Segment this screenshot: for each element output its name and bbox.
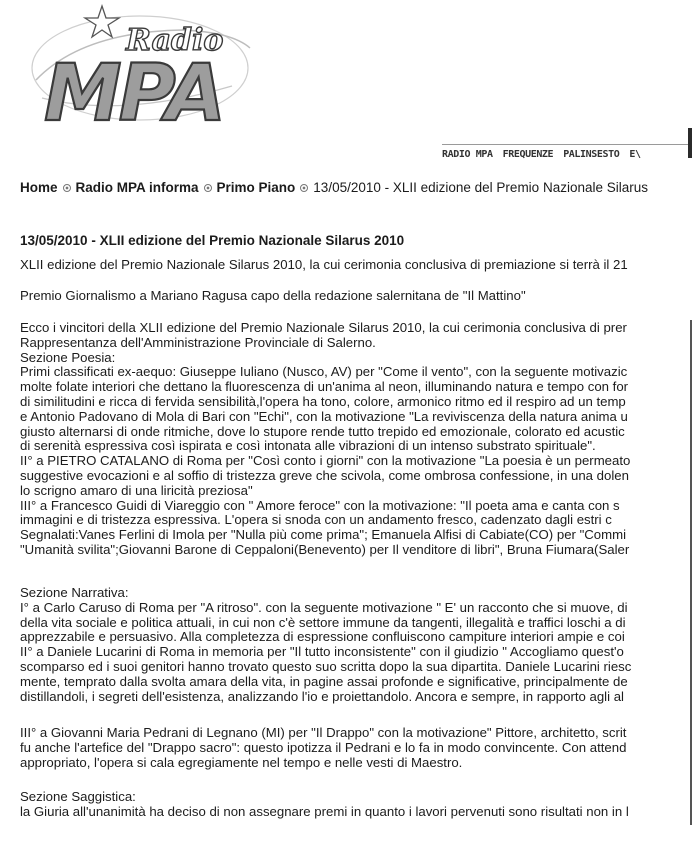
text-line: I° a Carlo Caruso di Roma per "A ritroso". con la seguente motivazione " E' un racconto che si muove, di — [20, 600, 628, 615]
article-narrative-third-place — [20, 726, 692, 770]
text-line: di serenità espressiva così ispirata e così intonata alle vibrazioni di un intenso substrato spirituale". — [20, 439, 596, 454]
article-title: 13/05/2010 - XLII edizione del Premio Nazionale Silarus 2010 — [20, 233, 405, 248]
breadcrumb-radio-mpa-informa[interactable]: Radio MPA informa — [75, 180, 199, 195]
text-line: III° a Giovanni Maria Pedrani di Legnano (MI) per "Il Drappo" con la motivazione" Pittore, architetto, scrit — [20, 726, 627, 740]
text-line: Ecco i vincitori della XLII edizione del Premio Nazionale Silarus 2010, la cui cerimonia conclusiva di prer — [20, 321, 627, 335]
nav-radio-mpa[interactable]: RADIO MPA — [442, 149, 493, 160]
text-line: immagini e di tristezza espressiva. L'opera si snoda con un andamento fresco, cadenzato dagli estri c — [20, 513, 612, 528]
text-line: distillandoli, i segreti dell'esistenza, analizzando l'io e proiettandolo. Ancora e sempre, in rapporto agli al — [20, 689, 624, 704]
breadcrumb — [20, 180, 692, 195]
scrollbar-fragment — [688, 128, 692, 158]
text-line: Segnalati:Vanes Ferlini di Imola per "Nulla più come prima"; Emanuela Alfisi di Cabiate(CO) per "Commi — [20, 528, 627, 543]
text-line: e Antonio Padovano di Mola di Bari con "Echi", con la motivazione "La reviviscenza della natura anima u — [20, 409, 628, 424]
text-line: mente, temprato dalla svolta amara della vita, in pagine assai profonde e significative, principalmente de — [20, 674, 628, 689]
text-line: Sezione Saggistica: — [20, 790, 136, 804]
nav-palinsesto[interactable]: PALINSESTO — [563, 149, 620, 160]
breadcrumb-primo-piano[interactable]: Primo Piano — [216, 180, 296, 195]
article-poetry-section — [20, 321, 692, 558]
text-line: "Umanità svilita";Giovanni Barone di Ceppaloni(Benevento) per Il venditore di libri", Bruna Fiumara(Saler — [20, 542, 630, 557]
breadcrumb-separator-icon — [204, 184, 212, 192]
radio-mpa-logo[interactable] — [22, 2, 262, 130]
text-line: della vita sociale e politica attuali, in cui non c'è settore immune da tangenti, illegalità e traffici loschi a di — [20, 615, 626, 630]
nav-frequenze[interactable]: FREQUENZE — [502, 149, 554, 160]
text-line: Sezione Narrativa: — [20, 586, 129, 600]
text-line: lo scrigno amaro di una liricità preziosa" — [20, 483, 253, 498]
nav-rule — [442, 144, 692, 145]
text-line: scomparso ed i suoi genitori hanno trovato questo suo scritta dopo la sua dipartita. Daniele Lucarini riesc — [20, 659, 632, 674]
article-intro: XLII edizione del Premio Nazionale Silarus 2010, la cui cerimonia conclusiva di premiazione si terrà il 21 — [20, 258, 628, 272]
text-line: appropriato, l'opera si cala egregiamente nel tempo e nelle vesti di Maestro. — [20, 755, 463, 770]
text-line: di similitudini e ricca di fervida sensibilità,l'opera ha tono, colore, armonico ritmo ed il respiro ad un temp — [20, 394, 626, 409]
logo-mpa-word: MPA — [44, 49, 223, 130]
text-line: molte folate interiori che dettano la fluorescenza di un'anima al neon, illuminando natura e tempo con for — [20, 380, 629, 395]
radio-mpa-logo-graphic — [22, 2, 262, 130]
text-line: Primi classificati ex-aequo: Giuseppe Iuliano (Nusco, AV) per "Come il vento", con la seguente motivazic — [20, 365, 628, 380]
article-essay-section — [20, 790, 692, 820]
text-line: Sezione Poesia: — [20, 350, 116, 365]
logo-radio-word: Radio — [126, 23, 224, 58]
article-narrative-section — [20, 586, 692, 704]
breadcrumb-current: 13/05/2010 - XLII edizione del Premio Nazionale Silarus — [313, 180, 648, 195]
text-line: apprezzabile e persuasivo. Alla completezza di espressione confluiscono campiture interiori ampie e coi — [20, 630, 625, 645]
text-line: Rappresentanza dell'Amministrazione Provinciale di Salerno. — [20, 335, 376, 350]
text-line: giusto alternarsi di onde ritmiche, dove lo stupore rende tutto trepido ed emozionale, colorato ed acustic — [20, 424, 625, 439]
text-line: III° a Francesco Guidi di Viareggio con " Amore feroce" con la motivazione: "Il poeta ama e canta con s — [20, 498, 620, 513]
text-line: suggestive evocazioni e al soffio di tristezza greve che scivola, come ombrosa confessione, in una dolen — [20, 468, 629, 483]
breadcrumb-separator-icon — [300, 184, 308, 192]
text-line: fu anche l'artefice del "Drappo sacro": questo ipotizza il Pedrani e lo fa in modo convincente. Con attend — [20, 740, 627, 755]
text-line: II° a PIETRO CATALANO di Roma per "Così conto i giorni" con la motivazione "La poesia è un permeato — [20, 454, 631, 469]
nav-truncated-item[interactable]: E\ — [629, 149, 641, 160]
breadcrumb-separator-icon — [63, 184, 71, 192]
text-line: II° a Daniele Lucarini di Roma in memoria per "Il tutto inconsistente" con il giudizio " Accogliamo quest'o — [20, 645, 624, 660]
article-journalism-award: Premio Giornalismo a Mariano Ragusa capo della redazione salernitana de "Il Mattino" — [20, 289, 526, 303]
top-navigation — [442, 144, 692, 164]
text-line: la Giuria all'unanimità ha deciso di non assegnare premi in quanto i lavori pervenuti sono risultati non in l — [20, 804, 629, 819]
breadcrumb-home[interactable]: Home — [20, 180, 58, 195]
